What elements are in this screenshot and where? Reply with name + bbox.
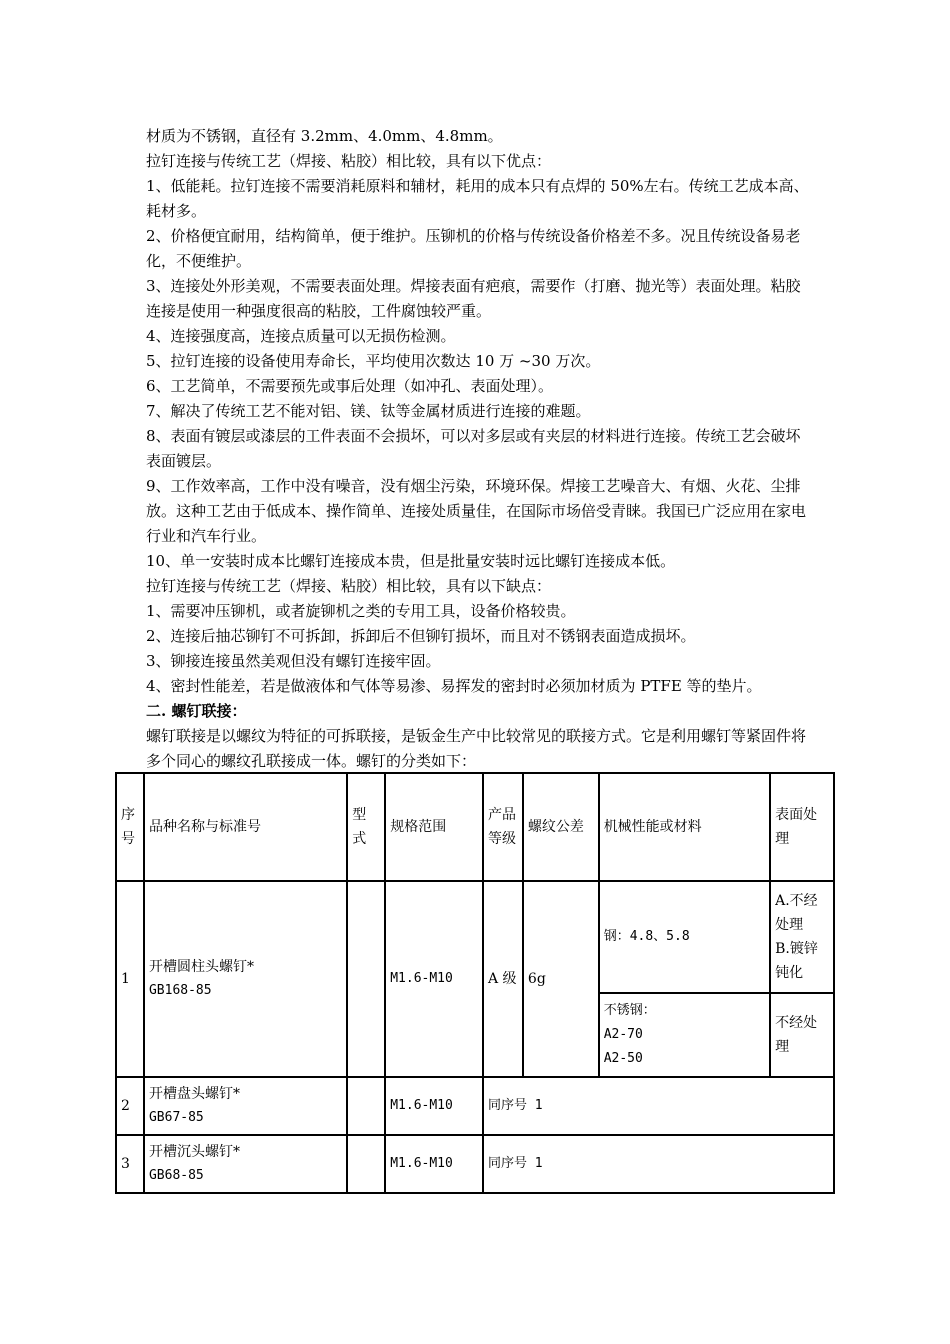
paragraph: 7、解决了传统工艺不能对铝、镁、钛等金属材质进行连接的难题。 [146, 402, 591, 420]
cell-range: M1.6-M10 [385, 1135, 483, 1193]
paragraph: 4、连接强度高，连接点质量可以无损伤检测。 [146, 327, 456, 345]
material-grade: A2-70 [603, 1027, 643, 1042]
product-standard: GB67-85 [148, 1110, 204, 1125]
paragraph: 3、铆接连接虽然美观但没有螺钉连接牢固。 [146, 652, 441, 670]
paragraph: 1、需要冲压铆机，或者旋铆机之类的专用工具，设备价格较贵。 [146, 602, 576, 620]
cell-type [347, 881, 385, 1077]
header-range: 规格范围 [385, 773, 483, 881]
product-name: 开槽盘头螺钉* [148, 1086, 240, 1102]
cell-type [347, 1077, 385, 1135]
paragraph: 3、连接处外形美观，不需要表面处理。焊接表面有疤痕，需要作（打磨、抛光等）表面处理。粘胶连接是使用一种强度很高的粘胶，工件腐蚀较严重。 [146, 277, 801, 320]
cell-type [347, 1135, 385, 1193]
cell-surface-steel [770, 881, 834, 993]
material-label: 不锈钢： [603, 1003, 656, 1018]
product-name: 开槽沉头螺钉* [148, 1144, 240, 1160]
table-header-row [116, 773, 834, 881]
table-row [116, 1135, 834, 1193]
cell-mech-stainless [599, 993, 770, 1077]
table-row [116, 881, 834, 993]
paragraph: 5、拉钉连接的设备使用寿命长，平均使用次数达 10 万 ~30 万次。 [146, 352, 601, 370]
product-standard: GB168-85 [148, 983, 212, 998]
cell-tol: 6g [523, 881, 599, 1077]
cell-name [144, 1135, 347, 1193]
section-heading: 二. 螺钉联接： [146, 702, 247, 720]
cell-surface-stainless: 不经处理 [770, 993, 834, 1077]
paragraph: 1、低能耗。拉钉连接不需要消耗原料和辅材，耗用的成本只有点焊的 50%左右。传统工艺成本高、耗材多。 [146, 177, 809, 220]
paragraph: 螺钉联接是以螺纹为特征的可拆联接，是钣金生产中比较常见的联接方式。它是利用螺钉等紧固件将多个同心的螺纹孔联接成一体。螺钉的分类如下： [146, 727, 807, 770]
cell-name [144, 1077, 347, 1135]
paragraph: 6、工艺简单，不需要预先或事后处理（如冲孔、表面处理）。 [146, 377, 554, 395]
cell-grade: A 级 [483, 881, 523, 1077]
header-type: 型式 [347, 773, 385, 881]
cell-seq: 2 [116, 1077, 144, 1135]
surface-option: A.不经处理 [775, 893, 818, 933]
header-grade: 产品等级 [483, 773, 523, 881]
surface-option: B.镀锌钝化 [775, 941, 818, 981]
paragraph: 拉钉连接与传统工艺（焊接、粘胶）相比较，具有以下缺点： [146, 577, 552, 595]
paragraph: 拉钉连接与传统工艺（焊接、粘胶）相比较，具有以下优点： [146, 152, 552, 170]
product-name: 开槽圆柱头螺钉* [148, 959, 254, 975]
cell-range: M1.6-M10 [385, 881, 483, 1077]
paragraph: 9、工作效率高，工作中没有噪音，没有烟尘污染，环境环保。焊接工艺噪音大、有烟、火花、尘排放。这种工艺由于低成本、操作简单、连接处质量佳，在国际市场倍受青睐。我国已广泛应用在家电行业和汽车行业。 [146, 477, 807, 545]
cell-mech-steel: 钢：4.8、5.8 [599, 881, 770, 993]
cell-range: M1.6-M10 [385, 1077, 483, 1135]
material-grade: A2-50 [603, 1051, 643, 1066]
paragraph: 4、密封性能差，若是做液体和气体等易渗、易挥发的密封时必须加材质为 PTFE 等的垫片。 [146, 677, 762, 695]
header-mech: 机械性能或材料 [599, 773, 770, 881]
document-body [146, 124, 811, 774]
header-surface: 表面处理 [770, 773, 834, 881]
cell-seq: 1 [116, 881, 144, 1077]
paragraph: 8、表面有镀层或漆层的工件表面不会损坏，可以对多层或有夹层的材料进行连接。传统工艺会破坏表面镀层。 [146, 427, 801, 470]
screw-spec-table [115, 772, 835, 1194]
paragraph: 10、单一安装时成本比螺钉连接成本贵，但是批量安装时远比螺钉连接成本低。 [146, 552, 676, 570]
cell-same-as: 同序号 1 [483, 1077, 834, 1135]
cell-seq: 3 [116, 1135, 144, 1193]
header-seq: 序号 [116, 773, 144, 881]
header-tol: 螺纹公差 [523, 773, 599, 881]
product-standard: GB68-85 [148, 1168, 204, 1183]
cell-name [144, 881, 347, 1077]
table-row [116, 1077, 834, 1135]
paragraph: 2、连接后抽芯铆钉不可拆卸，拆卸后不但铆钉损坏，而且对不锈钢表面造成损坏。 [146, 627, 696, 645]
paragraph: 2、价格便宜耐用，结构简单，便于维护。压铆机的价格与传统设备价格差不多。况且传统设备易老化，不便维护。 [146, 227, 801, 270]
cell-same-as: 同序号 1 [483, 1135, 834, 1193]
header-name: 品种名称与标准号 [144, 773, 347, 881]
paragraph: 材质为不锈钢，直径有 3.2mm、4.0mm、4.8mm。 [146, 127, 503, 145]
